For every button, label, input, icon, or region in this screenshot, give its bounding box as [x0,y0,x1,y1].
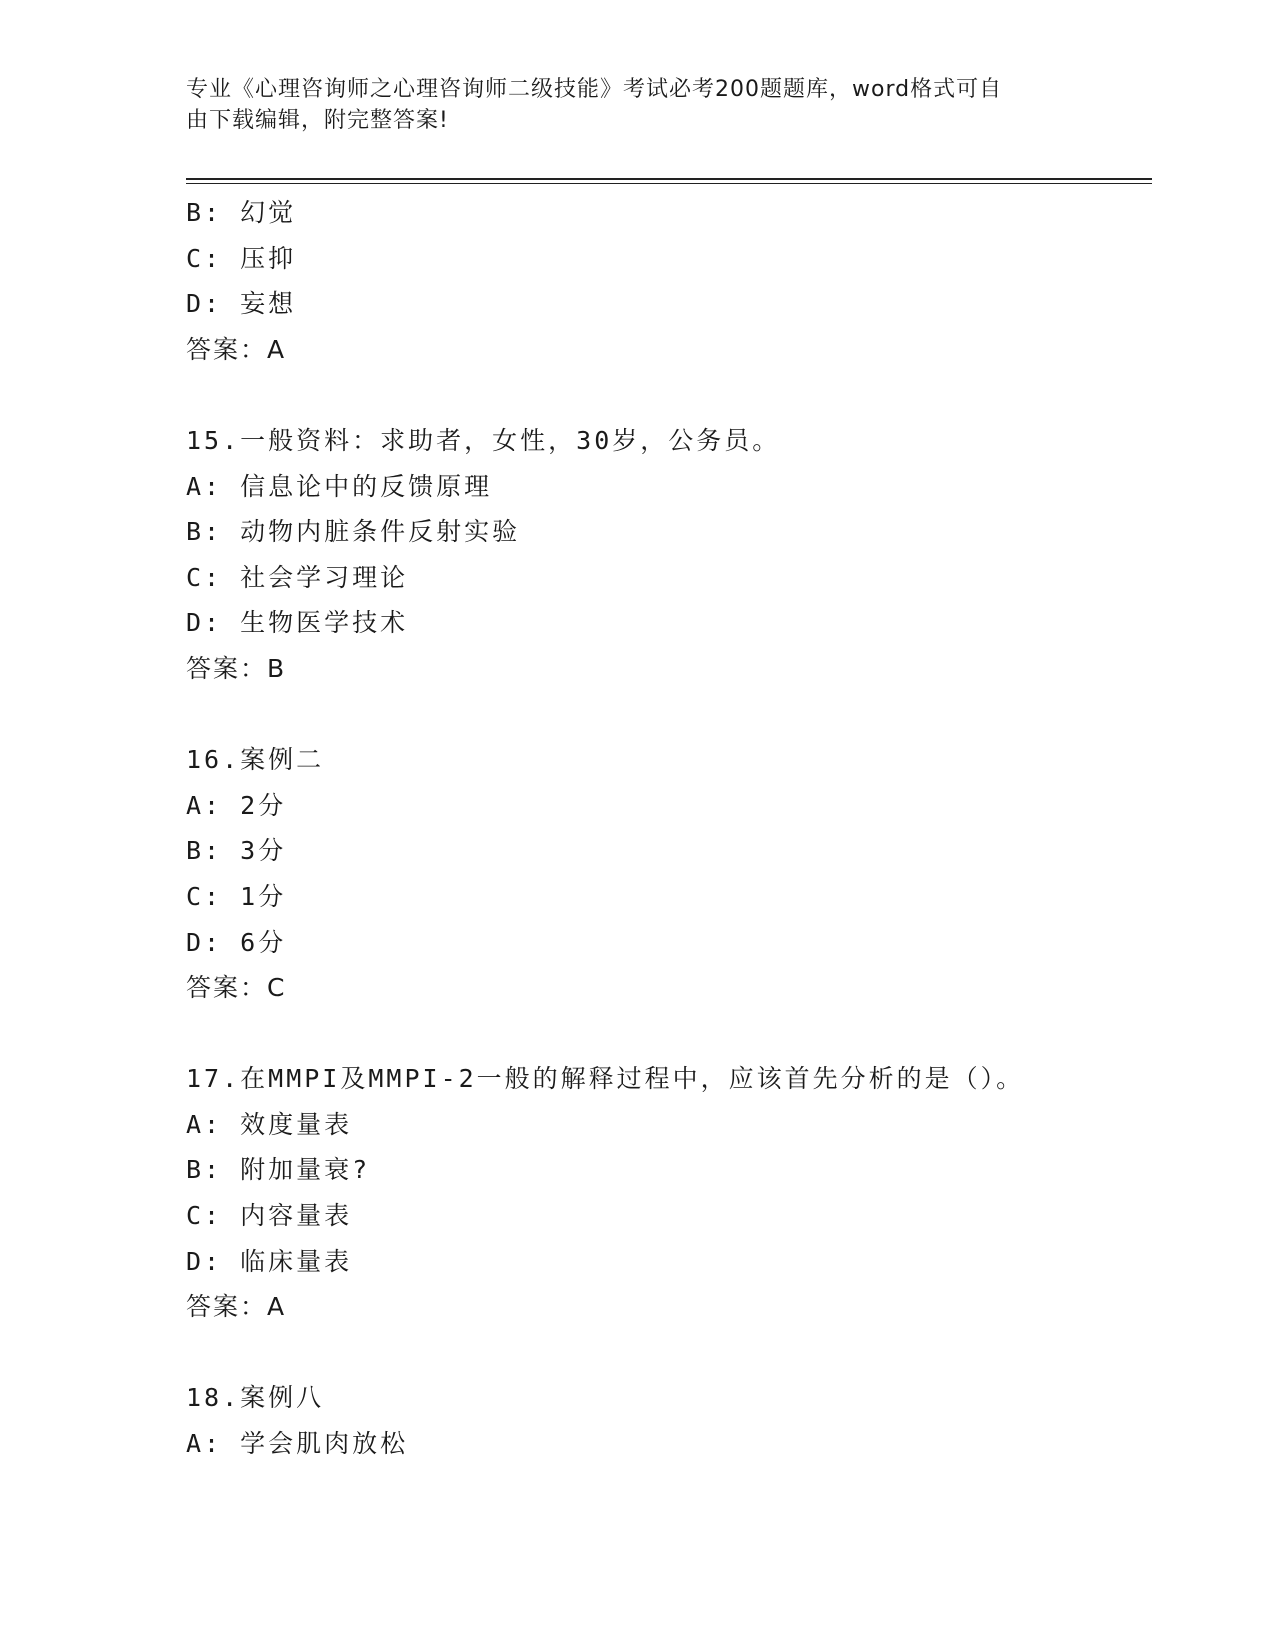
question-block-17 [186,1056,1146,1330]
option-a: A: 2分 [186,790,287,820]
question-block-15 [186,418,1146,692]
question-list [186,190,1146,1467]
question-stem: 18.案例八 [186,1383,325,1413]
spacer [186,1330,1146,1376]
option-b: B: 附加量衰? [186,1155,371,1185]
option-c: C: 1分 [186,881,287,911]
answer-line: 答案：A [186,334,287,364]
question-block-18 [186,1375,1146,1466]
option-b: B: 动物内脏条件反射实验 [186,517,521,547]
question-stem: 17.在MMPI及MMPI-2一般的解释过程中，应该首先分析的是（）。 [186,1064,1025,1094]
spacer [186,1011,1146,1057]
header-divider-thin [186,183,1152,184]
answer-line: 答案：B [186,653,287,683]
option-d: D: 生物医学技术 [186,608,409,638]
option-a: A: 效度量表 [186,1109,353,1139]
option-d: D: 临床量表 [186,1246,353,1276]
question-block-16 [186,737,1146,1011]
answer-line: 答案：A [186,1292,287,1322]
spacer [186,372,1146,418]
header-line-2: 由下载编辑，附完整答案! [186,108,449,133]
option-a: A: 学会肌肉放松 [186,1429,409,1459]
document-header [186,74,1066,136]
spacer [186,692,1146,738]
option-d: D: 妄想 [186,289,297,319]
option-b: B: 幻觉 [186,198,297,227]
option-c: C: 社会学习理论 [186,562,409,592]
option-c: C: 内容量表 [186,1201,353,1231]
option-a: A: 信息论中的反馈原理 [186,471,493,501]
question-block-14 [186,190,1146,372]
question-stem: 15.一般资料：求助者，女性，30岁，公务员。 [186,425,781,455]
option-b: B: 3分 [186,836,287,866]
header-line-1: 专业《心理咨询师之心理咨询师二级技能》考试必考200题题库，word格式可自 [186,77,1003,102]
question-stem: 16.案例二 [186,745,325,775]
option-c: C: 压抑 [186,243,297,273]
option-d: D: 6分 [186,927,287,957]
answer-line: 答案：C [186,973,287,1003]
header-divider-thick [186,178,1152,180]
